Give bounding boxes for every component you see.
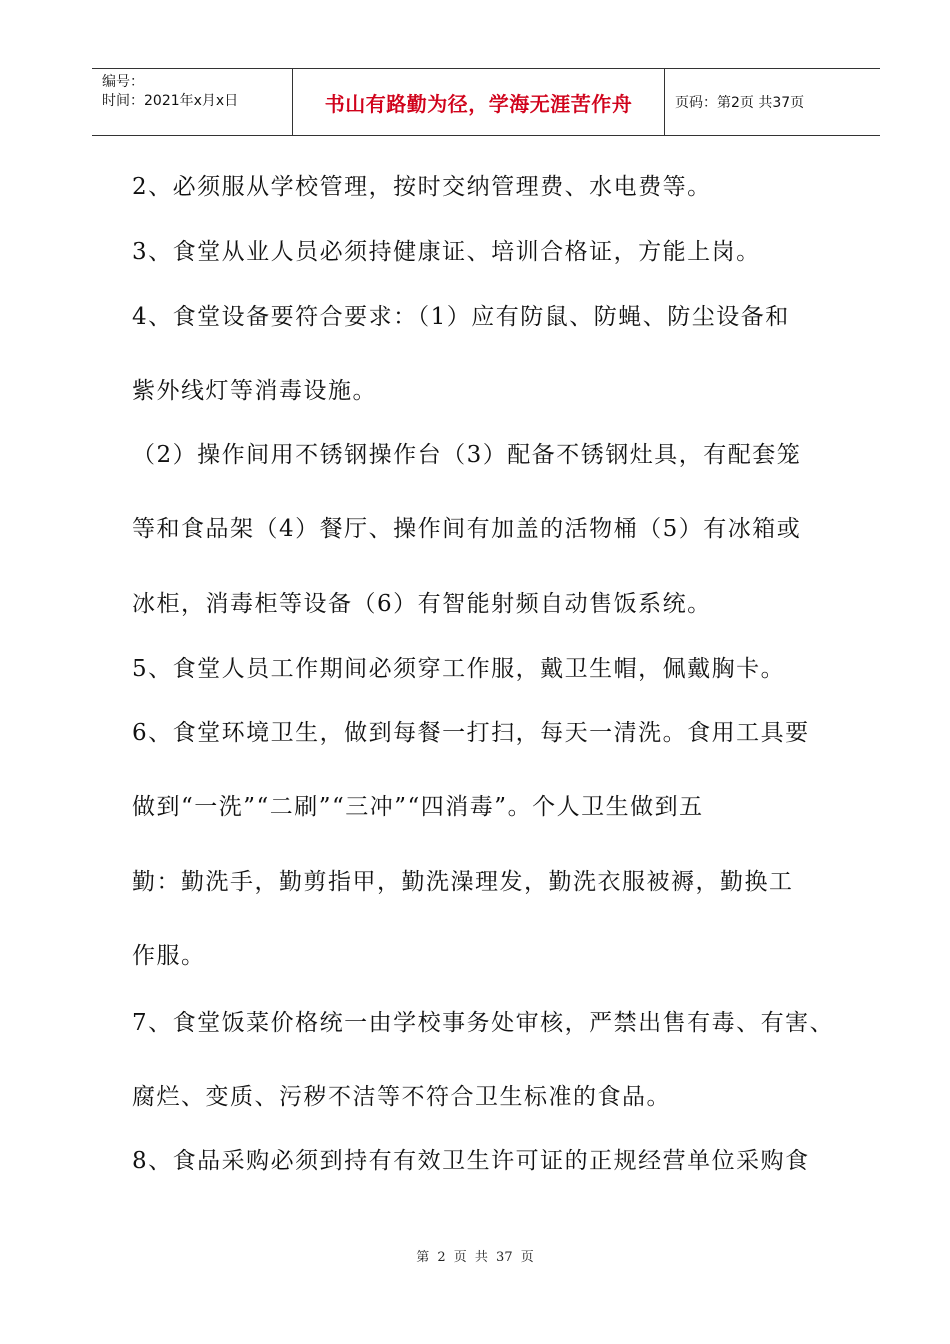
text-line: （2）操作间用不锈钢操作台（3）配备不锈钢灶具，有配套笼 [132,442,802,468]
text-line: 冰柜，消毒柜等设备（6）有智能射频自动售饭系统。 [132,591,712,617]
text-line: 5、食堂人员工作期间必须穿工作服，戴卫生帽，佩戴胸卡。 [132,656,786,682]
text-line: 2、必须服从学校管理，按时交纳管理费、水电费等。 [132,174,712,200]
text-line: 等和食品架（4）餐厅、操作间有加盖的活物桶（5）有冰箱或 [132,516,802,542]
text-line: 紫外线灯等消毒设施。 [132,378,377,404]
footer-page-number: 第 2 页 共 37 页 [416,1250,534,1265]
text-line: 3、食堂从业人员必须持健康证、培训合格证，方能上岗。 [132,239,761,265]
text-line: 6、食堂环境卫生，做到每餐一打扫，每天一清洗。食用工具要 [132,720,810,746]
page-header [92,68,880,136]
text-line: 8、食品采购必须到持有有效卫生许可证的正规经营单位采购食 [132,1148,810,1174]
text-line: 7、食堂饭菜价格统一由学校事务处审核，严禁出售有毒、有害、 [132,1010,835,1036]
header-motto: 书山有路勤为径，学海无涯苦作舟 [324,91,633,116]
time-label: 时间：2021年x月x日 [102,93,239,109]
text-line: 腐烂、变质、污秽不洁等不符合卫生标准的食品。 [132,1084,671,1110]
header-page-info: 页码：第2页 共37页 [675,95,805,111]
text-line: 4、食堂设备要符合要求：（1）应有防鼠、防蝇、防尘设备和 [132,304,790,330]
text-line: 勤：勤洗手，勤剪指甲，勤洗澡理发，勤洗衣服被褥，勤换工 [132,869,794,895]
header-motto-cell [293,69,665,135]
header-meta-cell [92,69,293,135]
text-line: 做到“一洗”“二刷”“三冲”“四消毒”。个人卫生做到五 [132,794,704,820]
serial-number-label: 编号： [102,74,144,90]
header-page-cell [665,69,880,135]
text-line: 作服。 [132,943,206,969]
page-footer [0,1246,950,1265]
